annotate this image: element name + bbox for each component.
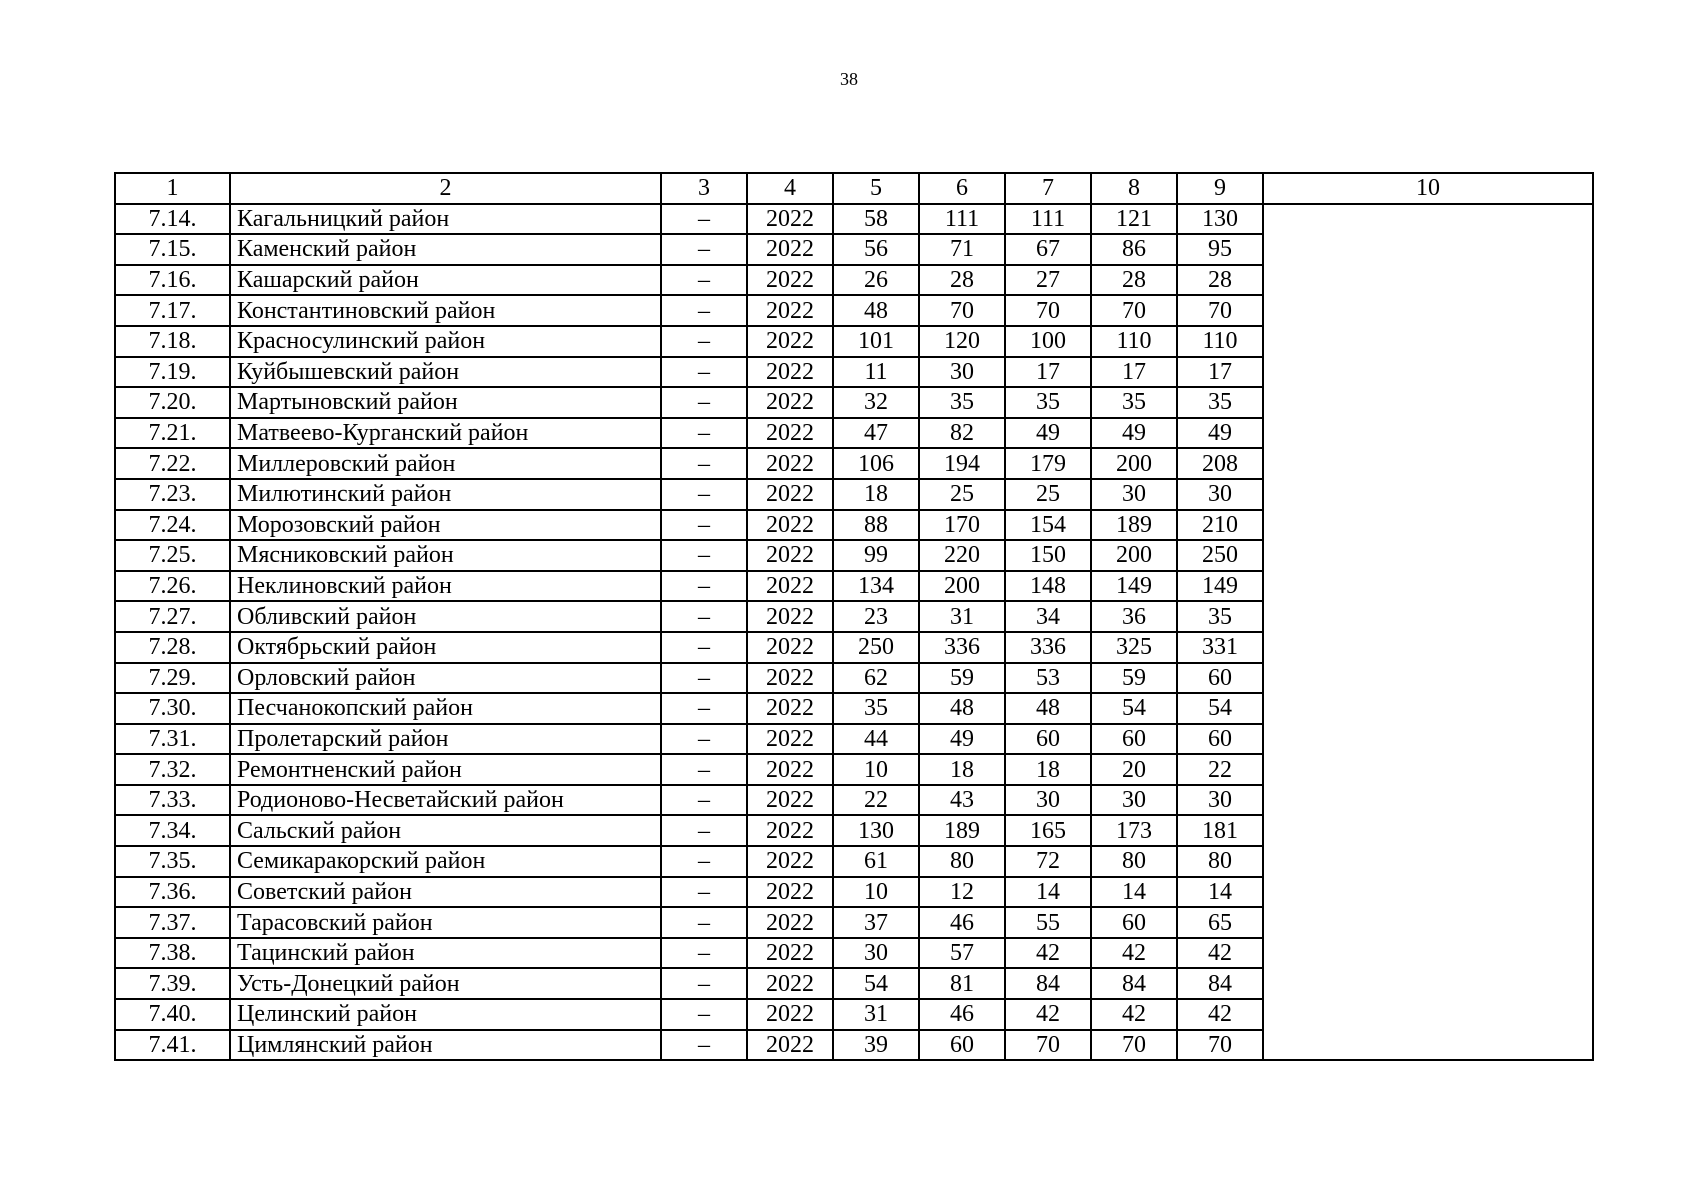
column-5-value: 58 [833,204,919,235]
row-number: 7.23. [115,479,230,510]
column-3-value: – [661,510,747,541]
column-7-value: 49 [1005,418,1091,449]
column-3-value: – [661,693,747,724]
column-3-value: – [661,785,747,816]
column-9-value: 210 [1177,510,1263,541]
column-5-value: 101 [833,326,919,357]
column-8-value: 70 [1091,295,1177,326]
year-value: 2022 [747,724,833,755]
district-name: Мясниковский район [230,540,661,571]
district-name: Пролетарский район [230,724,661,755]
column-8-value: 200 [1091,540,1177,571]
district-name: Неклиновский район [230,571,661,602]
column-9-value: 49 [1177,418,1263,449]
column-5-value: 23 [833,601,919,632]
row-number: 7.28. [115,632,230,663]
column-10-cell [1263,204,1593,1061]
row-number: 7.29. [115,663,230,694]
year-value: 2022 [747,632,833,663]
column-6-value: 220 [919,540,1005,571]
year-value: 2022 [747,1030,833,1061]
column-5-value: 56 [833,234,919,265]
row-number: 7.38. [115,938,230,969]
column-7-value: 154 [1005,510,1091,541]
column-6-value: 35 [919,387,1005,418]
district-name: Усть-Донецкий район [230,968,661,999]
column-6-value: 170 [919,510,1005,541]
column-6-value: 194 [919,448,1005,479]
column-7-value: 70 [1005,1030,1091,1061]
column-7-value: 30 [1005,785,1091,816]
column-5-value: 35 [833,693,919,724]
district-name: Целинский район [230,999,661,1030]
district-name: Ремонтненский район [230,754,661,785]
district-name: Песчанокопский район [230,693,661,724]
year-value: 2022 [747,571,833,602]
column-header-9: 9 [1177,173,1263,204]
column-8-value: 60 [1091,907,1177,938]
column-8-value: 110 [1091,326,1177,357]
district-name: Морозовский район [230,510,661,541]
year-value: 2022 [747,265,833,296]
column-7-value: 67 [1005,234,1091,265]
district-name: Милютинский район [230,479,661,510]
column-8-value: 86 [1091,234,1177,265]
column-9-value: 95 [1177,234,1263,265]
column-6-value: 111 [919,204,1005,235]
district-name: Орловский район [230,663,661,694]
year-value: 2022 [747,938,833,969]
column-8-value: 35 [1091,387,1177,418]
column-9-value: 80 [1177,846,1263,877]
column-7-value: 148 [1005,571,1091,602]
column-6-value: 30 [919,357,1005,388]
row-number: 7.14. [115,204,230,235]
column-8-value: 17 [1091,357,1177,388]
district-name: Константиновский район [230,295,661,326]
column-7-value: 72 [1005,846,1091,877]
column-8-value: 28 [1091,265,1177,296]
column-7-value: 42 [1005,999,1091,1030]
column-3-value: – [661,724,747,755]
column-9-value: 70 [1177,295,1263,326]
row-number: 7.37. [115,907,230,938]
column-header-2: 2 [230,173,661,204]
column-7-value: 42 [1005,938,1091,969]
column-3-value: – [661,571,747,602]
column-5-value: 18 [833,479,919,510]
column-9-value: 60 [1177,663,1263,694]
column-6-value: 18 [919,754,1005,785]
column-6-value: 46 [919,907,1005,938]
column-5-value: 48 [833,295,919,326]
column-6-value: 25 [919,479,1005,510]
column-3-value: – [661,846,747,877]
district-name: Октябрьский район [230,632,661,663]
column-header-1: 1 [115,173,230,204]
column-9-value: 54 [1177,693,1263,724]
column-6-value: 82 [919,418,1005,449]
column-5-value: 30 [833,938,919,969]
row-number: 7.16. [115,265,230,296]
column-9-value: 30 [1177,785,1263,816]
column-6-value: 120 [919,326,1005,357]
column-3-value: – [661,663,747,694]
district-name: Советский район [230,877,661,908]
district-name: Тацинский район [230,938,661,969]
column-8-value: 36 [1091,601,1177,632]
column-8-value: 20 [1091,754,1177,785]
district-name: Красносулинский район [230,326,661,357]
column-3-value: – [661,326,747,357]
row-number: 7.26. [115,571,230,602]
column-8-value: 60 [1091,724,1177,755]
column-5-value: 22 [833,785,919,816]
column-7-value: 336 [1005,632,1091,663]
district-name: Цимлянский район [230,1030,661,1061]
column-5-value: 37 [833,907,919,938]
column-6-value: 336 [919,632,1005,663]
column-5-value: 26 [833,265,919,296]
column-8-value: 30 [1091,785,1177,816]
row-number: 7.41. [115,1030,230,1061]
column-5-value: 44 [833,724,919,755]
column-5-value: 88 [833,510,919,541]
column-3-value: – [661,877,747,908]
column-6-value: 43 [919,785,1005,816]
column-8-value: 49 [1091,418,1177,449]
column-6-value: 49 [919,724,1005,755]
row-number: 7.18. [115,326,230,357]
year-value: 2022 [747,448,833,479]
column-8-value: 30 [1091,479,1177,510]
year-value: 2022 [747,907,833,938]
column-header-7: 7 [1005,173,1091,204]
column-6-value: 71 [919,234,1005,265]
row-number: 7.25. [115,540,230,571]
year-value: 2022 [747,204,833,235]
row-number: 7.31. [115,724,230,755]
year-value: 2022 [747,234,833,265]
column-6-value: 57 [919,938,1005,969]
year-value: 2022 [747,510,833,541]
year-value: 2022 [747,387,833,418]
row-number: 7.33. [115,785,230,816]
column-5-value: 31 [833,999,919,1030]
year-value: 2022 [747,877,833,908]
column-7-value: 53 [1005,663,1091,694]
column-8-value: 42 [1091,938,1177,969]
column-3-value: – [661,1030,747,1061]
column-3-value: – [661,387,747,418]
year-value: 2022 [747,968,833,999]
column-8-value: 121 [1091,204,1177,235]
column-3-value: – [661,999,747,1030]
data-table [114,172,1594,1061]
row-number: 7.17. [115,295,230,326]
column-3-value: – [661,968,747,999]
row-number: 7.36. [115,877,230,908]
year-value: 2022 [747,601,833,632]
row-number: 7.22. [115,448,230,479]
year-value: 2022 [747,693,833,724]
column-7-value: 179 [1005,448,1091,479]
district-name: Куйбышевский район [230,357,661,388]
column-8-value: 54 [1091,693,1177,724]
district-name: Родионово-Несветайский район [230,785,661,816]
column-5-value: 130 [833,815,919,846]
district-name: Семикаракорский район [230,846,661,877]
column-9-value: 70 [1177,1030,1263,1061]
district-name: Миллеровский район [230,448,661,479]
column-9-value: 84 [1177,968,1263,999]
row-number: 7.24. [115,510,230,541]
column-5-value: 32 [833,387,919,418]
column-7-value: 34 [1005,601,1091,632]
year-value: 2022 [747,479,833,510]
column-5-value: 39 [833,1030,919,1061]
column-8-value: 173 [1091,815,1177,846]
column-9-value: 250 [1177,540,1263,571]
column-8-value: 325 [1091,632,1177,663]
column-9-value: 42 [1177,938,1263,969]
column-3-value: – [661,448,747,479]
year-value: 2022 [747,999,833,1030]
column-6-value: 200 [919,571,1005,602]
column-3-value: – [661,418,747,449]
column-8-value: 70 [1091,1030,1177,1061]
column-6-value: 28 [919,265,1005,296]
column-3-value: – [661,295,747,326]
column-7-value: 35 [1005,387,1091,418]
column-5-value: 134 [833,571,919,602]
column-9-value: 149 [1177,571,1263,602]
column-header-4: 4 [747,173,833,204]
column-7-value: 60 [1005,724,1091,755]
column-3-value: – [661,234,747,265]
column-3-value: – [661,815,747,846]
table-body [115,204,1593,1061]
district-name: Мартыновский район [230,387,661,418]
column-6-value: 81 [919,968,1005,999]
column-7-value: 14 [1005,877,1091,908]
row-number: 7.35. [115,846,230,877]
column-9-value: 208 [1177,448,1263,479]
column-9-value: 65 [1177,907,1263,938]
column-6-value: 80 [919,846,1005,877]
column-3-value: – [661,265,747,296]
column-9-value: 110 [1177,326,1263,357]
column-9-value: 130 [1177,204,1263,235]
column-3-value: – [661,601,747,632]
column-7-value: 27 [1005,265,1091,296]
district-name: Кагальницкий район [230,204,661,235]
column-8-value: 42 [1091,999,1177,1030]
year-value: 2022 [747,846,833,877]
column-7-value: 25 [1005,479,1091,510]
column-8-value: 59 [1091,663,1177,694]
column-5-value: 62 [833,663,919,694]
year-value: 2022 [747,754,833,785]
column-6-value: 12 [919,877,1005,908]
column-header-8: 8 [1091,173,1177,204]
column-3-value: – [661,357,747,388]
column-3-value: – [661,479,747,510]
column-8-value: 189 [1091,510,1177,541]
column-7-value: 111 [1005,204,1091,235]
column-6-value: 189 [919,815,1005,846]
year-value: 2022 [747,295,833,326]
year-value: 2022 [747,357,833,388]
year-value: 2022 [747,785,833,816]
column-8-value: 84 [1091,968,1177,999]
column-7-value: 55 [1005,907,1091,938]
column-7-value: 165 [1005,815,1091,846]
district-name: Тарасовский район [230,907,661,938]
district-name: Обливский район [230,601,661,632]
column-8-value: 149 [1091,571,1177,602]
row-number: 7.15. [115,234,230,265]
table-row [115,204,1593,235]
column-5-value: 99 [833,540,919,571]
column-7-value: 150 [1005,540,1091,571]
district-name: Матвеево-Курганский район [230,418,661,449]
column-6-value: 59 [919,663,1005,694]
column-3-value: – [661,907,747,938]
row-number: 7.19. [115,357,230,388]
column-5-value: 10 [833,754,919,785]
district-name: Каменский район [230,234,661,265]
row-number: 7.30. [115,693,230,724]
column-9-value: 22 [1177,754,1263,785]
year-value: 2022 [747,815,833,846]
column-header-10: 10 [1263,173,1593,204]
district-name: Кашарский район [230,265,661,296]
column-5-value: 47 [833,418,919,449]
column-header-3: 3 [661,173,747,204]
year-value: 2022 [747,418,833,449]
column-5-value: 10 [833,877,919,908]
column-9-value: 17 [1177,357,1263,388]
column-5-value: 250 [833,632,919,663]
column-9-value: 181 [1177,815,1263,846]
column-9-value: 331 [1177,632,1263,663]
column-9-value: 42 [1177,999,1263,1030]
year-value: 2022 [747,326,833,357]
column-3-value: – [661,938,747,969]
column-7-value: 84 [1005,968,1091,999]
column-9-value: 60 [1177,724,1263,755]
column-6-value: 31 [919,601,1005,632]
year-value: 2022 [747,540,833,571]
column-8-value: 200 [1091,448,1177,479]
page-number: 38 [840,69,858,89]
district-name: Сальский район [230,815,661,846]
column-8-value: 14 [1091,877,1177,908]
header-row [115,173,1593,204]
year-value: 2022 [747,663,833,694]
column-5-value: 54 [833,968,919,999]
column-7-value: 70 [1005,295,1091,326]
column-6-value: 46 [919,999,1005,1030]
column-header-5: 5 [833,173,919,204]
column-5-value: 61 [833,846,919,877]
column-5-value: 106 [833,448,919,479]
column-7-value: 18 [1005,754,1091,785]
column-8-value: 80 [1091,846,1177,877]
column-3-value: – [661,754,747,785]
column-7-value: 100 [1005,326,1091,357]
row-number: 7.39. [115,968,230,999]
column-6-value: 48 [919,693,1005,724]
row-number: 7.20. [115,387,230,418]
column-7-value: 17 [1005,357,1091,388]
column-6-value: 70 [919,295,1005,326]
column-9-value: 35 [1177,387,1263,418]
column-3-value: – [661,632,747,663]
column-3-value: – [661,204,747,235]
row-number: 7.27. [115,601,230,632]
row-number: 7.40. [115,999,230,1030]
column-header-6: 6 [919,173,1005,204]
column-9-value: 28 [1177,265,1263,296]
column-5-value: 11 [833,357,919,388]
column-6-value: 60 [919,1030,1005,1061]
column-9-value: 14 [1177,877,1263,908]
column-7-value: 48 [1005,693,1091,724]
column-9-value: 30 [1177,479,1263,510]
row-number: 7.21. [115,418,230,449]
column-3-value: – [661,540,747,571]
row-number: 7.32. [115,754,230,785]
column-9-value: 35 [1177,601,1263,632]
row-number: 7.34. [115,815,230,846]
